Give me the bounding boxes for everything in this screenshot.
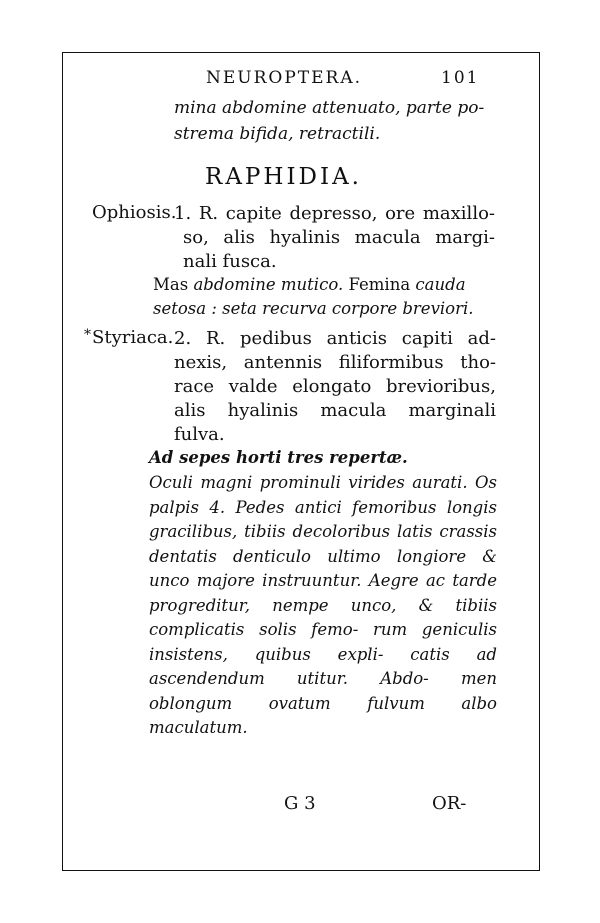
genus-heading: RAPHIDIA.	[205, 164, 362, 190]
note-mid: abdomine mutico.	[193, 275, 344, 294]
species-name-ophiosis: Ophiosis.	[92, 202, 177, 223]
description-text: capite depresso, ore maxillo- so, alis hyalinis macula margi- nali fusca.	[183, 203, 495, 272]
catchword: OR-	[432, 793, 467, 814]
note-lead2: Femina	[348, 275, 411, 294]
description-text: pedibus anticis capiti ad- nexis, antennis filiformibus tho- race valde elongato brevioribus, alis hyalinis macula marginali fulva.	[174, 328, 496, 445]
asterisk-marker: *	[84, 327, 91, 343]
species-description-ophiosis	[174, 202, 495, 274]
habitat-line: Ad sepes horti tres repertæ.	[149, 448, 408, 467]
signature-mark: G 3	[284, 793, 316, 814]
species-number: 2. R.	[174, 328, 226, 349]
species-name-styriaca: Styriaca.	[92, 327, 174, 348]
note-end: cauda setosa : seta recurva corpore breviori.	[153, 275, 474, 318]
continuation-line-1: mina abdomine attenuato, parte po-	[174, 98, 485, 118]
observations-paragraph: Oculi magni prominuli virides aurati. Os palpis 4. Pedes antici femoribus longis gracilibus, tibiis decoloribus latis crassis dentatis denticulo ultimo longiore & unco majore instruuntur. Aegre ac tarde progreditur, nempe unco, & tibiis complicatis solis femo- rum geniculis insistens, quibus expli- catis ad ascendendum utitur. Abdo- men oblongum ovatum fulvum albo maculatum.	[149, 473, 497, 737]
page-number: 101	[441, 68, 480, 88]
running-head-title: NEUROPTERA.	[206, 68, 363, 88]
note-lead: Mas	[153, 275, 189, 294]
species-note-ophiosis	[153, 273, 497, 321]
species-number: 1. R.	[174, 203, 219, 224]
species-description-styriaca	[174, 327, 496, 447]
continuation-line-2: strema bifida, retractili.	[174, 124, 381, 144]
